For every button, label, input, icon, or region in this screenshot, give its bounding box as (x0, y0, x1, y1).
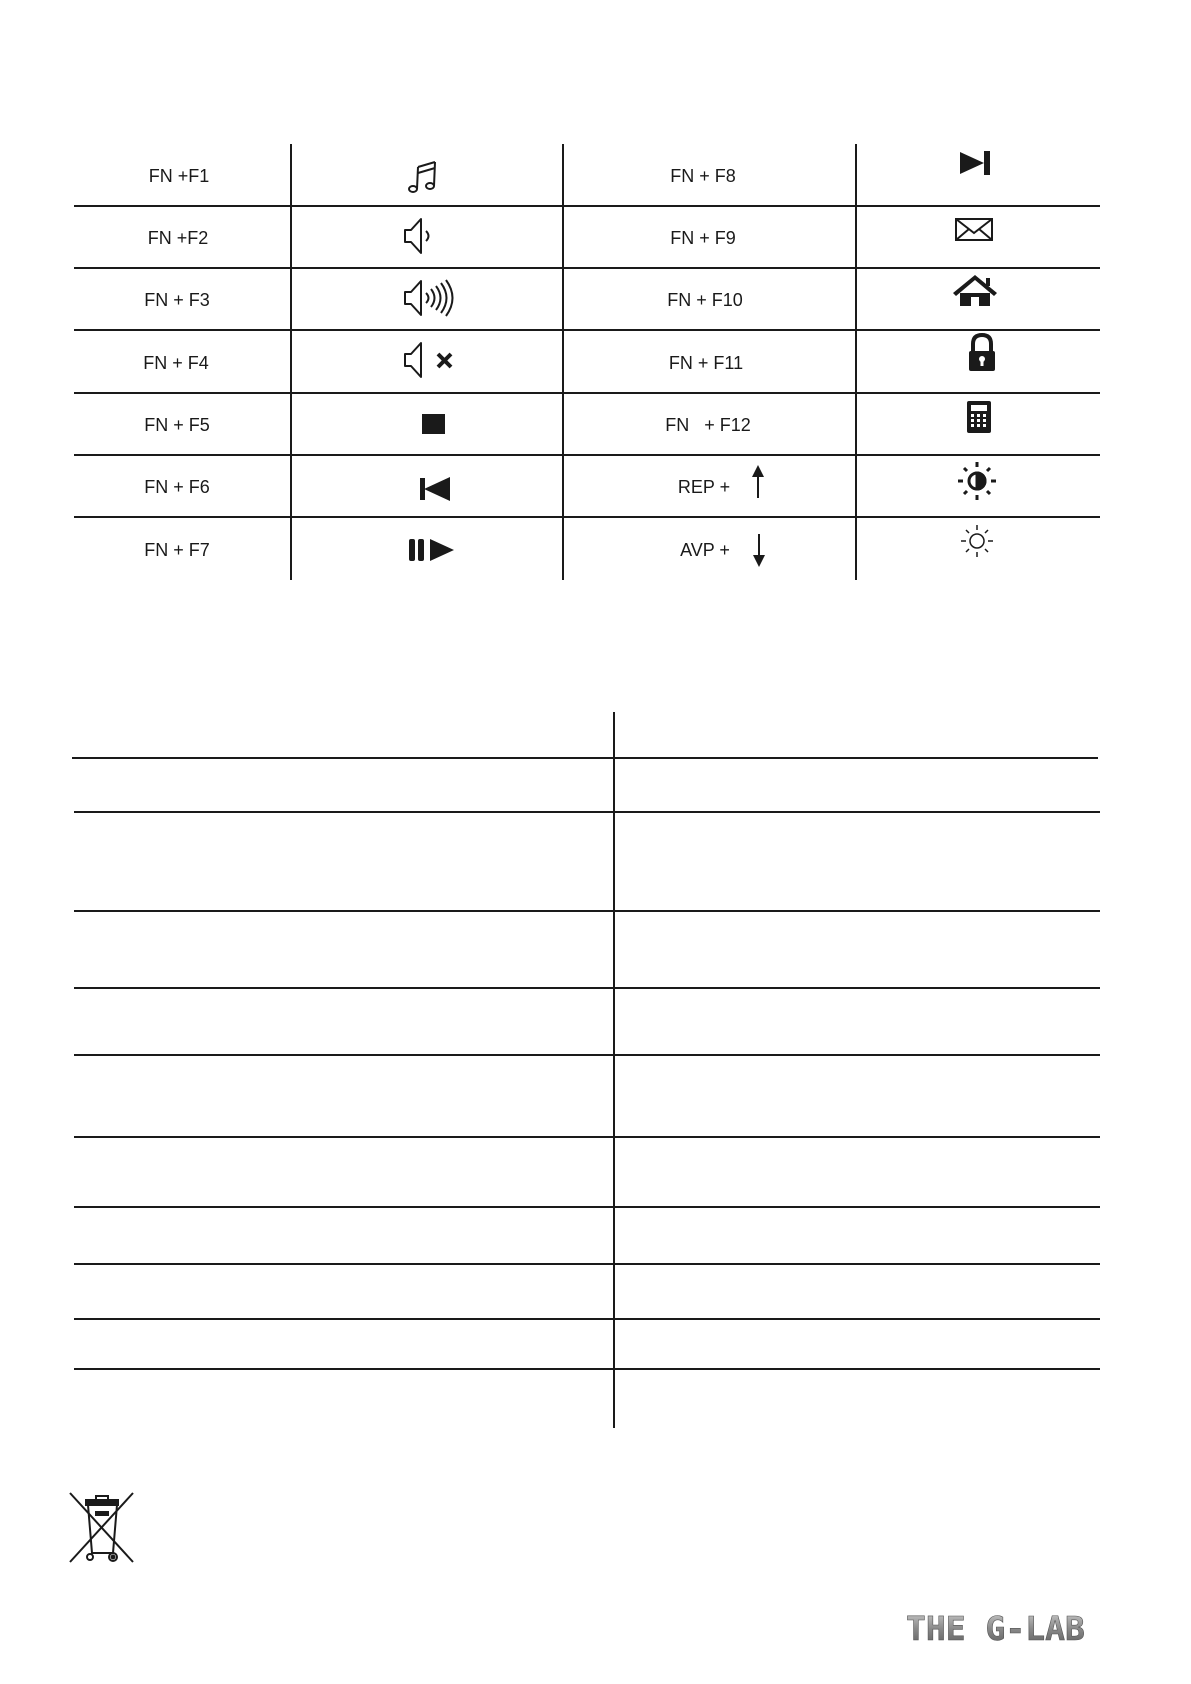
shortcut-key-left-4: FN + F4 (143, 353, 209, 373)
lock-icon (969, 335, 995, 371)
shortcut-key-right-5: FN + F12 (665, 415, 751, 435)
shortcut-key-right-3: FN + F10 (667, 290, 743, 310)
brightness-low-icon (961, 525, 993, 557)
stop-icon (422, 414, 445, 434)
shortcut-table-grid (74, 144, 1100, 580)
home-icon (953, 275, 997, 306)
brand-logo-text: THE G-LAB (906, 1609, 1085, 1648)
blank-table-grid (72, 712, 1100, 1428)
weee-bin-icon (70, 1493, 133, 1562)
shortcut-key-left-2: FN +F2 (147, 228, 209, 248)
shortcut-key-right-2: FN + F9 (670, 228, 736, 248)
shortcut-key-right-6: REP + (677, 477, 731, 497)
brand-logo (906, 1608, 1146, 1648)
shortcut-key-left-1: FN +F1 (148, 166, 210, 186)
arrow-up-icon (752, 465, 764, 498)
calculator-icon (967, 401, 991, 433)
mail-icon (956, 219, 992, 240)
mute-icon (405, 343, 451, 377)
shortcut-key-left-5: FN + F5 (144, 415, 210, 435)
volume-high-icon (405, 280, 453, 316)
arrow-down-icon (753, 534, 765, 567)
next-track-icon (960, 151, 990, 175)
shortcut-key-right-4: FN + F11 (668, 353, 744, 373)
music-note-icon (409, 162, 435, 192)
shortcut-key-left-6: FN + F6 (144, 477, 210, 497)
brightness-high-icon (958, 462, 996, 500)
shortcut-key-left-7: FN + F7 (144, 540, 210, 560)
play-pause-icon (409, 539, 454, 561)
volume-low-icon (405, 219, 429, 253)
shortcut-key-right-7: AVP + (680, 540, 730, 560)
shortcut-key-left-3: FN + F3 (144, 290, 210, 310)
previous-track-icon (420, 477, 450, 501)
shortcut-key-right-1: FN + F8 (670, 166, 736, 186)
